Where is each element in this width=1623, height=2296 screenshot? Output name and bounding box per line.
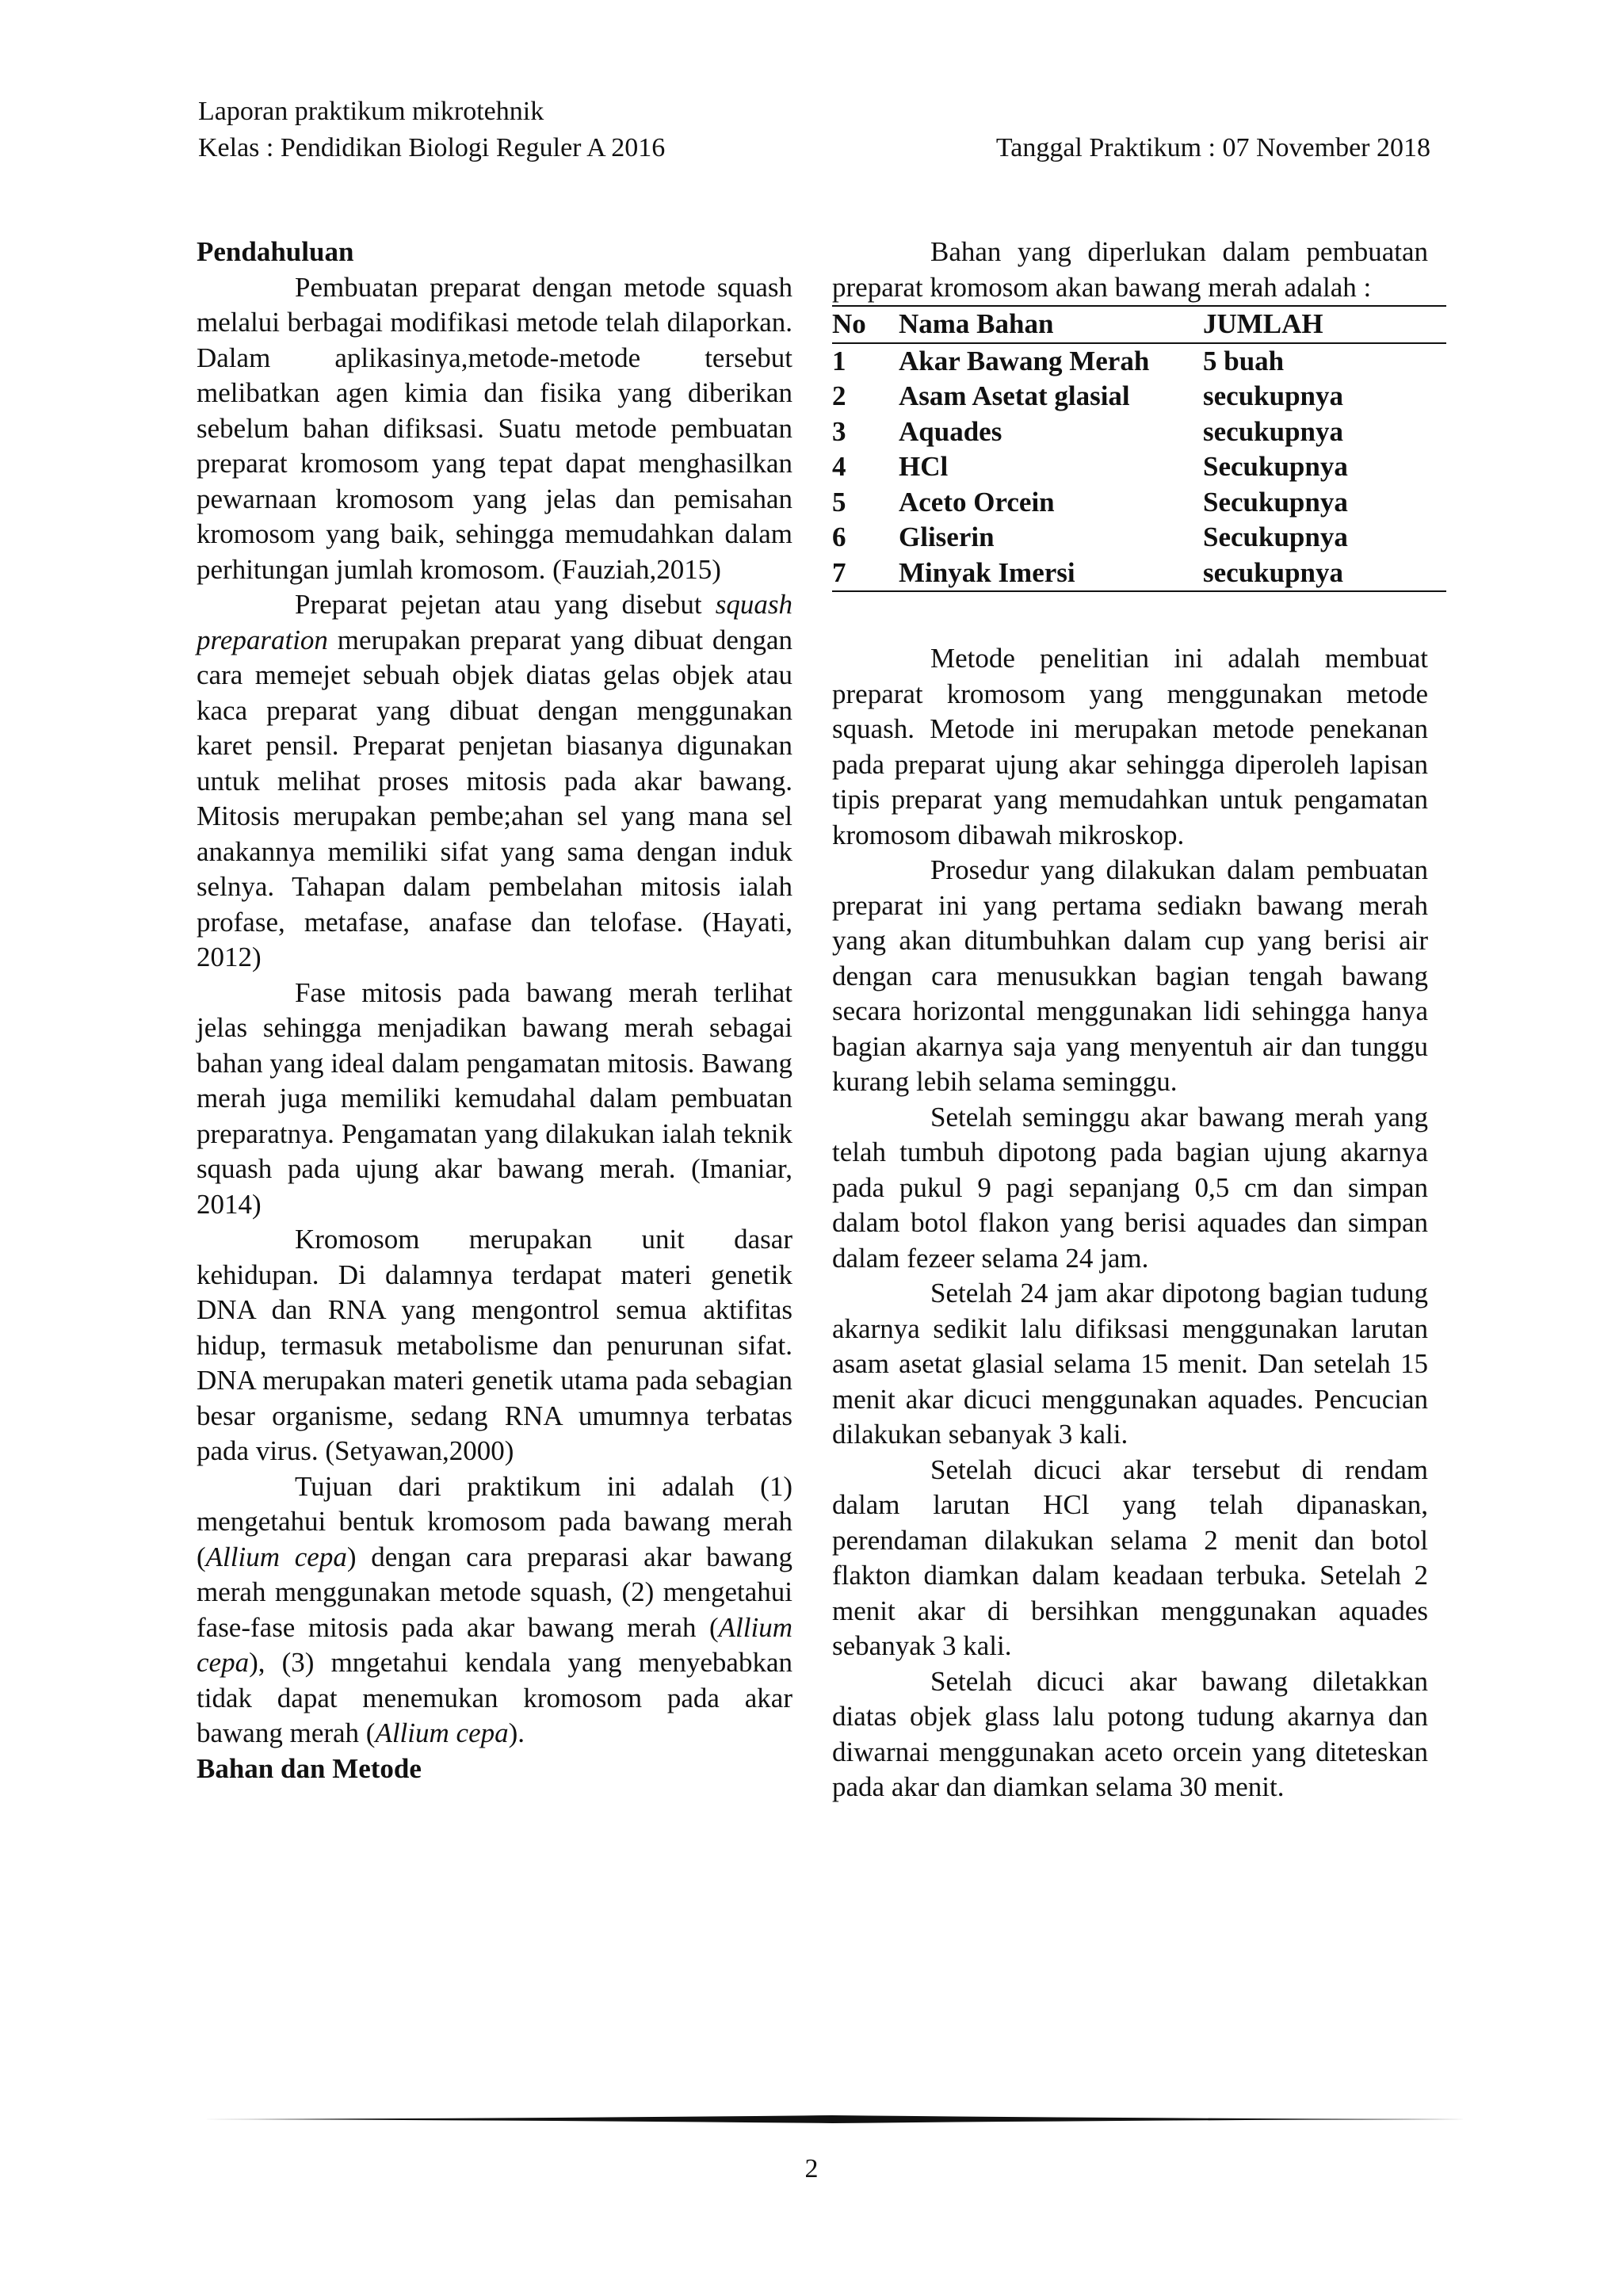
table-row	[832, 379, 1446, 415]
cell-no: 2	[832, 380, 846, 411]
cell-name: Gliserin	[899, 521, 995, 552]
page-number: 2	[804, 2154, 819, 2183]
header-nama-bahan: Nama Bahan	[899, 306, 1203, 343]
cell-name: Aceto Orcein	[899, 486, 1055, 518]
class-info: Kelas : Pendidikan Biologi Reguler A 2016	[198, 133, 666, 162]
cell-qty: Secukupnya	[1203, 486, 1348, 518]
intro-paragraph-5: Tujuan dari praktikum ini adalah (1) mengetahui bentuk kromosom pada bawang merah (Allium cepa) dengan cara preparasi akar bawang merah menggunakan metode squash, (2) mengetahui fase-fase mitosis pada akar bawang merah (Allium cepa), (3) mngetahui kendala yang menyebabkan tidak dapat menemukan kromosom pada akar bawang merah (Allium cepa).	[197, 1470, 792, 1748]
cell-name: Aquades	[899, 415, 1002, 447]
cell-no: 4	[832, 451, 846, 482]
table-row	[832, 520, 1446, 556]
method-paragraph-5: Setelah dicuci akar tersebut di rendam dalam larutan HCl yang telah dipanaskan, perendaman dilakukan selama 2 menit dan botol flakton diamkan dalam keadaan terbuka. Setelah 2 menit akar di bersihkan menggunakan aquades sebanyak 3 kali.	[832, 1454, 1428, 1661]
intro-paragraph-1: Pembuatan preparat dengan metode squash melalui berbagai modifikasi metode telah dilaporkan. Dalam aplikasinya,metode-metode tersebut melibatkan agen kimia dan fisika yang diberikan sebelum bahan difiksasi. Suatu metode pembuatan preparat kromosom yang tepat dapat menghasilkan pewarnaan kromosom yang jelas dan pemisahan kromosom yang baik, sehingga memudahkan dalam perhitungan jumlah kromosom. (Fauziah,2015)	[197, 271, 792, 585]
species-name: Allium cepa	[375, 1717, 509, 1748]
footer-divider	[198, 2115, 1466, 2124]
cell-no: 6	[832, 521, 846, 552]
species-name: Allium cepa	[205, 1541, 347, 1572]
table-row	[832, 415, 1446, 450]
right-column	[832, 235, 1428, 1805]
cell-no: 3	[832, 415, 846, 447]
cell-no: 7	[832, 556, 899, 592]
table-row	[832, 343, 1446, 380]
method-paragraph-2: Prosedur yang dilakukan dalam pembuatan preparat ini yang pertama sediakn bawang merah yang akan ditumbuhkan dalam cup yang berisi air dengan cara menusukkan bagian tengah bawang secara horizontal menggunakan lidi sehingga hanya bagian akarnya saja yang menyentuh air dan tunggu kurang lebih selama seminggu.	[832, 854, 1428, 1097]
method-paragraph-4: Setelah 24 jam akar dipotong bagian tudung akarnya sedikit lalu difiksasi menggunakan larutan asam asetat glasial selama 15 menit. Dan setelah 15 menit akar dicuci menggunakan aquades. Pencucian dilakukan sebanyak 3 kali.	[832, 1278, 1428, 1450]
italic-term: squash preparation	[197, 589, 792, 655]
cell-qty: secukupnya	[1203, 556, 1446, 592]
materials-table	[832, 305, 1446, 592]
cell-qty: Secukupnya	[1203, 521, 1348, 552]
heading-bahan-metode: Bahan dan Metode	[197, 1752, 422, 1784]
cell-qty: secukupnya	[1203, 380, 1344, 411]
header-info-row	[198, 130, 1430, 166]
species-name: Allium cepa	[197, 1611, 792, 1678]
cell-qty: 5 buah	[1203, 345, 1285, 376]
table-row	[832, 449, 1446, 485]
header-jumlah: JUMLAH	[1203, 306, 1446, 343]
method-paragraph-1: Metode penelitian ini adalah membuat preparat kromosom yang menggunakan metode squash. Metode ini merupakan metode penekanan pada preparat ujung akar sehingga diperoleh lapisan tipis preparat yang memudahkan untuk pengamatan kromosom dibawah mikroskop.	[832, 643, 1428, 850]
cell-name: HCl	[899, 451, 949, 482]
report-title: Laporan praktikum mikrotehnik	[198, 97, 544, 126]
cell-qty: Secukupnya	[1203, 451, 1348, 482]
heading-pendahuluan: Pendahuluan	[197, 236, 354, 267]
table-row	[832, 556, 1446, 592]
intro-paragraph-2: Preparat pejetan atau yang disebut squash preparation merupakan preparat yang dibuat dengan cara memejet sebuah objek diatas gelas objek atau kaca preparat yang dibuat dengan menggunakan karet pensil. Preparat penjetan biasanya digunakan untuk melihat proses mitosis pada akar bawang. Mitosis merupakan pembe;ahan sel yang mana sel anakannya memiliki sifat yang sama dengan induk selnya. Tahapan dalam pembelahan mitosis ialah profase, metafase, anafase dan telofase. (Hayati, 2012)	[197, 589, 792, 972]
page-header	[198, 94, 1430, 166]
cell-no: 5	[832, 486, 846, 518]
header-no: No	[832, 306, 899, 343]
cell-name: Akar Bawang Merah	[899, 345, 1150, 376]
practicum-date: Tanggal Praktikum : 07 November 2018	[995, 133, 1430, 162]
cell-name: Minyak Imersi	[899, 556, 1203, 592]
materials-intro: Bahan yang diperlukan dalam pembuatan preparat kromosom akan bawang merah adalah :	[832, 236, 1428, 303]
intro-paragraph-4: Kromosom merupakan unit dasar kehidupan. Di dalamnya terdapat materi genetik DNA dan RNA yang mengontrol semua aktifitas hidup, termasuk metabolisme dan penurunan sifat. DNA merupakan materi genetik utama pada sebagian besar organisme, sedang RNA umumnya terbatas pada virus. (Setyawan,2000)	[197, 1224, 792, 1466]
table-header-row	[832, 306, 1446, 343]
left-column	[197, 235, 792, 1786]
cell-qty: secukupnya	[1203, 415, 1344, 447]
method-paragraph-3: Setelah seminggu akar bawang merah yang telah tumbuh dipotong pada bagian ujung akarnya pada pukul 9 pagi sepanjang 0,5 cm dan simpan dalam botol flakon yang berisi aquades dan simpan dalam fezeer selama 24 jam.	[832, 1101, 1428, 1274]
cell-no: 1	[832, 345, 846, 376]
intro-paragraph-3: Fase mitosis pada bawang merah terlihat jelas sehingga menjadikan bawang merah sebagai bahan yang ideal dalam pengamatan mitosis. Bawang merah juga memiliki kemudahal dalam pembuatan preparatnya. Pengamatan yang dilakukan ialah teknik squash pada ujung akar bawang merah. (Imaniar, 2014)	[197, 976, 792, 1220]
cell-name: Asam Asetat glasial	[899, 380, 1130, 411]
table-row	[832, 485, 1446, 521]
method-paragraph-6: Setelah dicuci akar bawang diletakkan diatas objek glass lalu potong tudung akarnya dan diwarnai menggunakan aceto orcein yang diteteskan pada akar dan diamkan selama 30 menit.	[832, 1665, 1428, 1802]
